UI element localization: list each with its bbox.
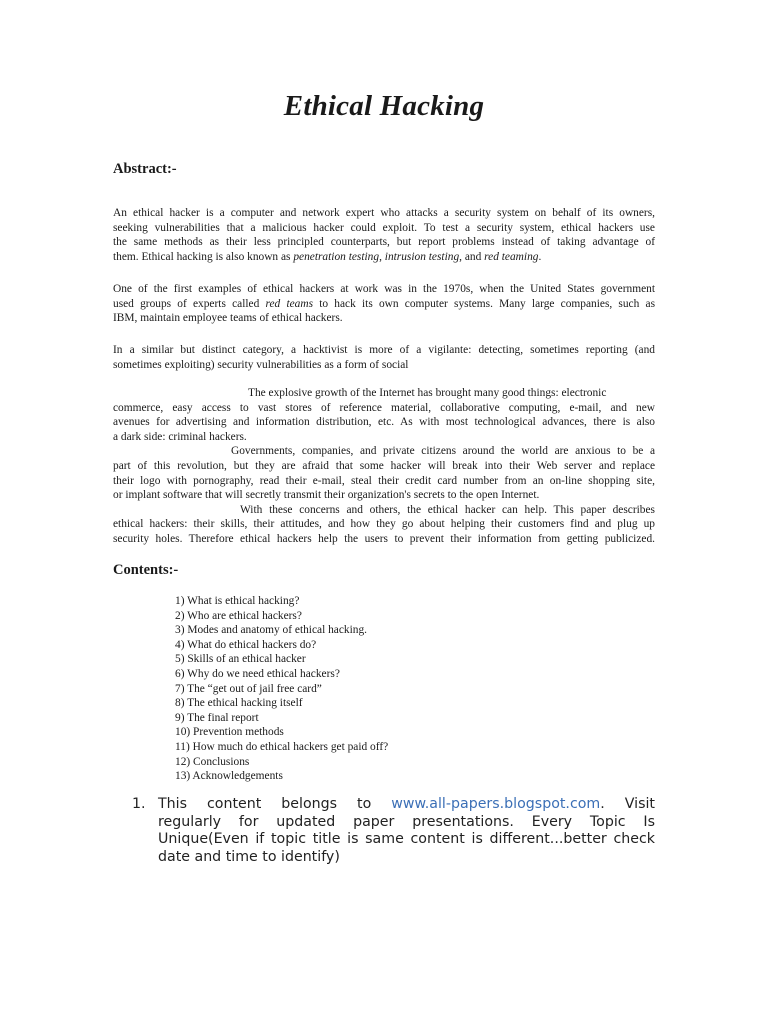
text-line: date and time to identify) bbox=[158, 848, 340, 865]
text-line: a dark side: criminal hackers. bbox=[113, 430, 247, 443]
abstract-heading: Abstract:- bbox=[113, 161, 177, 177]
text-line: seeking vulnerabilities that a malicious hacker could exploit. To test a security system, ethical hackers use bbox=[113, 221, 655, 234]
text-line: Unique(Even if topic title is same content is different...better check bbox=[158, 831, 655, 847]
text-line: In a similar but distinct category, a hacktivist is more of a vigilante: detecting, sometimes reporting (and bbox=[113, 344, 655, 356]
document-title: Ethical Hacking bbox=[283, 90, 485, 122]
text-run: . bbox=[538, 250, 542, 263]
abstract-paragraph-2 bbox=[113, 282, 655, 326]
text-line: Governments, companies, and private citizens around the world are anxious to be a bbox=[231, 445, 655, 458]
text-line: One of the first examples of ethical hackers at work was in the 1970s, when the United States government bbox=[113, 283, 655, 295]
list-item: 6) Why do we need ethical hackers? bbox=[175, 667, 340, 680]
term-red-teaming: red teaming bbox=[484, 250, 539, 263]
contents-list bbox=[175, 594, 388, 784]
list-item: 4) What do ethical hackers do? bbox=[175, 638, 317, 651]
text-line bbox=[158, 796, 655, 814]
text-line bbox=[113, 250, 655, 265]
list-item: 11) How much do ethical hackers get paid off? bbox=[175, 740, 389, 753]
text-line: IBM, maintain employee teams of ethical hackers. bbox=[113, 312, 343, 325]
text-line: An ethical hacker is a computer and network expert who attacks a security system on behalf of its owners, bbox=[113, 207, 655, 219]
list-item: 9) The final report bbox=[175, 711, 259, 724]
list-item: 1) What is ethical hacking? bbox=[175, 595, 300, 607]
list-item: 7) The “get out of jail free card” bbox=[175, 682, 322, 695]
abstract-paragraph-1 bbox=[113, 206, 655, 264]
term-penetration-testing: penetration testing bbox=[293, 250, 380, 263]
text-run: This content belongs to bbox=[158, 796, 392, 812]
text-line: avenues for advertising and information distribution, etc. As with most technological advances, there is also bbox=[113, 416, 655, 429]
note-body bbox=[158, 796, 655, 866]
text-line: security holes. Therefore ethical hackers help the users to prevent their information from getting publicized. bbox=[113, 532, 655, 545]
abstract-paragraph-3 bbox=[113, 343, 655, 372]
list-item: 2) Who are ethical hackers? bbox=[175, 609, 302, 622]
text-line: their logo with pornography, read their e-mail, steal their credit card number from an on-line shopping site, bbox=[113, 474, 655, 487]
term-intrusion-testing: intrusion testing bbox=[384, 250, 460, 263]
text-line: commerce, easy access to vast stores of reference material, collaborative computing, e-mail, and new bbox=[113, 401, 655, 414]
text-run: them. Ethical hacking is also known as bbox=[113, 250, 294, 263]
text-run: used groups of experts called bbox=[113, 297, 266, 310]
list-item: 5) Skills of an ethical hacker bbox=[175, 653, 306, 666]
contents-heading: Contents:- bbox=[113, 562, 179, 578]
list-item: 12) Conclusions bbox=[175, 755, 250, 768]
text-line: The explosive growth of the Internet has brought many good things: electronic bbox=[248, 387, 607, 399]
list-item: 3) Modes and anatomy of ethical hacking. bbox=[175, 624, 368, 637]
text-line: regularly for updated paper presentations. Every Topic Is bbox=[158, 813, 655, 830]
text-run: . Visit bbox=[600, 796, 655, 812]
text-line: part of this revolution, but they are afraid that some hacker will break into their Web server and replace bbox=[113, 459, 655, 472]
term-red-teams: red teams bbox=[265, 297, 314, 310]
text-line bbox=[113, 297, 655, 312]
text-line: ethical hackers: their skills, their attitudes, and how they go about helping their customers find and plug up bbox=[113, 518, 655, 531]
abstract-paragraph-4 bbox=[113, 386, 655, 547]
text-line: sometimes exploiting) security vulnerabilities as a form of social bbox=[113, 358, 409, 371]
list-item: 8) The ethical hacking itself bbox=[175, 697, 303, 710]
text-run: , bbox=[379, 250, 385, 263]
text-line: the same methods as their less principled counterparts, but report problems instead of taking advantage of bbox=[113, 236, 655, 249]
text-line: With these concerns and others, the ethical hacker can help. This paper describes bbox=[240, 503, 655, 516]
list-item: 13) Acknowledgements bbox=[175, 770, 283, 783]
list-item: 10) Prevention methods bbox=[175, 726, 284, 739]
text-run: to hack its own computer systems. Many large companies, such as bbox=[313, 297, 656, 310]
text-run: , and bbox=[459, 250, 485, 263]
note-number: 1. bbox=[132, 796, 146, 812]
text-line: or implant software that will secretly transmit their organization's secrets to the open Internet. bbox=[113, 489, 540, 502]
blog-link[interactable]: www.all-papers.blogspot.com bbox=[391, 796, 601, 812]
